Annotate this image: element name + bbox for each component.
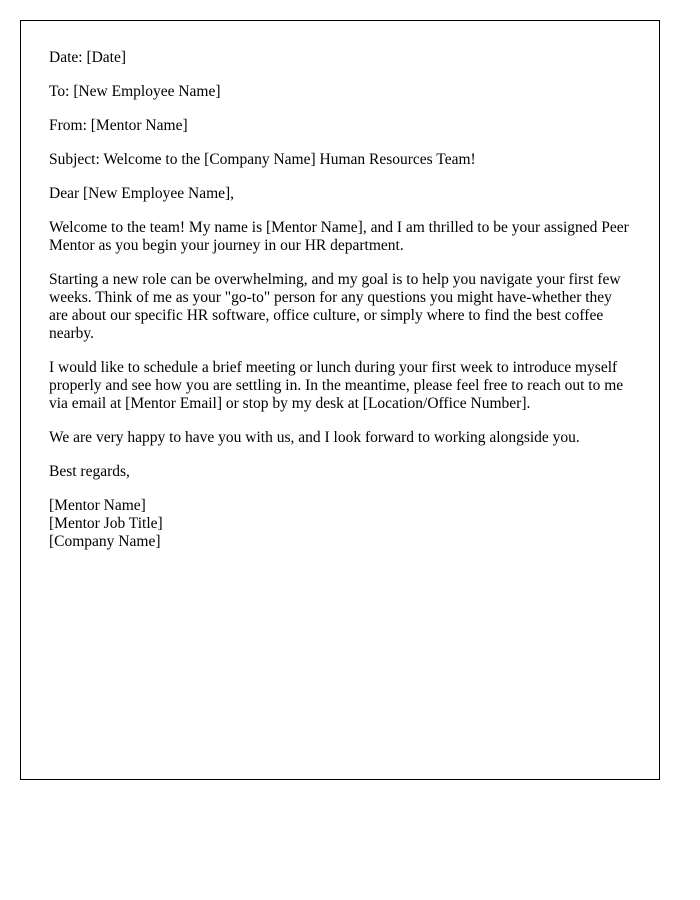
body-paragraph: Welcome to the team! My name is [Mentor Name], and I am thrilled to be your assigned Peer Mentor as you begin your journey in our HR department. (49, 219, 629, 254)
body-paragraph: Starting a new role can be overwhelming, and my goal is to help you navigate your first few weeks. Think of me as your "go-to" person for any questions you might have-whether they are about our specific HR software, office culture, or simply where to find the best coffee nearby. (49, 271, 621, 342)
closing: Best regards, (49, 463, 130, 480)
salutation: Dear [New Employee Name], (49, 185, 235, 202)
letter-page (20, 20, 660, 780)
to-line: To: [New Employee Name] (49, 83, 221, 100)
subject-line: Subject: Welcome to the [Company Name] Human Resources Team! (49, 151, 476, 168)
signature-block (49, 497, 631, 551)
body-paragraph: We are very happy to have you with us, and I look forward to working alongside you. (49, 429, 580, 446)
date-line: Date: [Date] (49, 49, 127, 66)
signature-name: [Mentor Name] (49, 497, 146, 514)
body-paragraph: I would like to schedule a brief meeting or lunch during your first week to introduce myself properly and see how you are settling in. In the meantime, please feel free to reach out to me via email at [Mentor Email] or stop by my desk at [Location/Office Number]. (49, 359, 624, 412)
signature-title: [Mentor Job Title] (49, 515, 163, 532)
from-line: From: [Mentor Name] (49, 117, 188, 134)
signature-company: [Company Name] (49, 533, 161, 550)
